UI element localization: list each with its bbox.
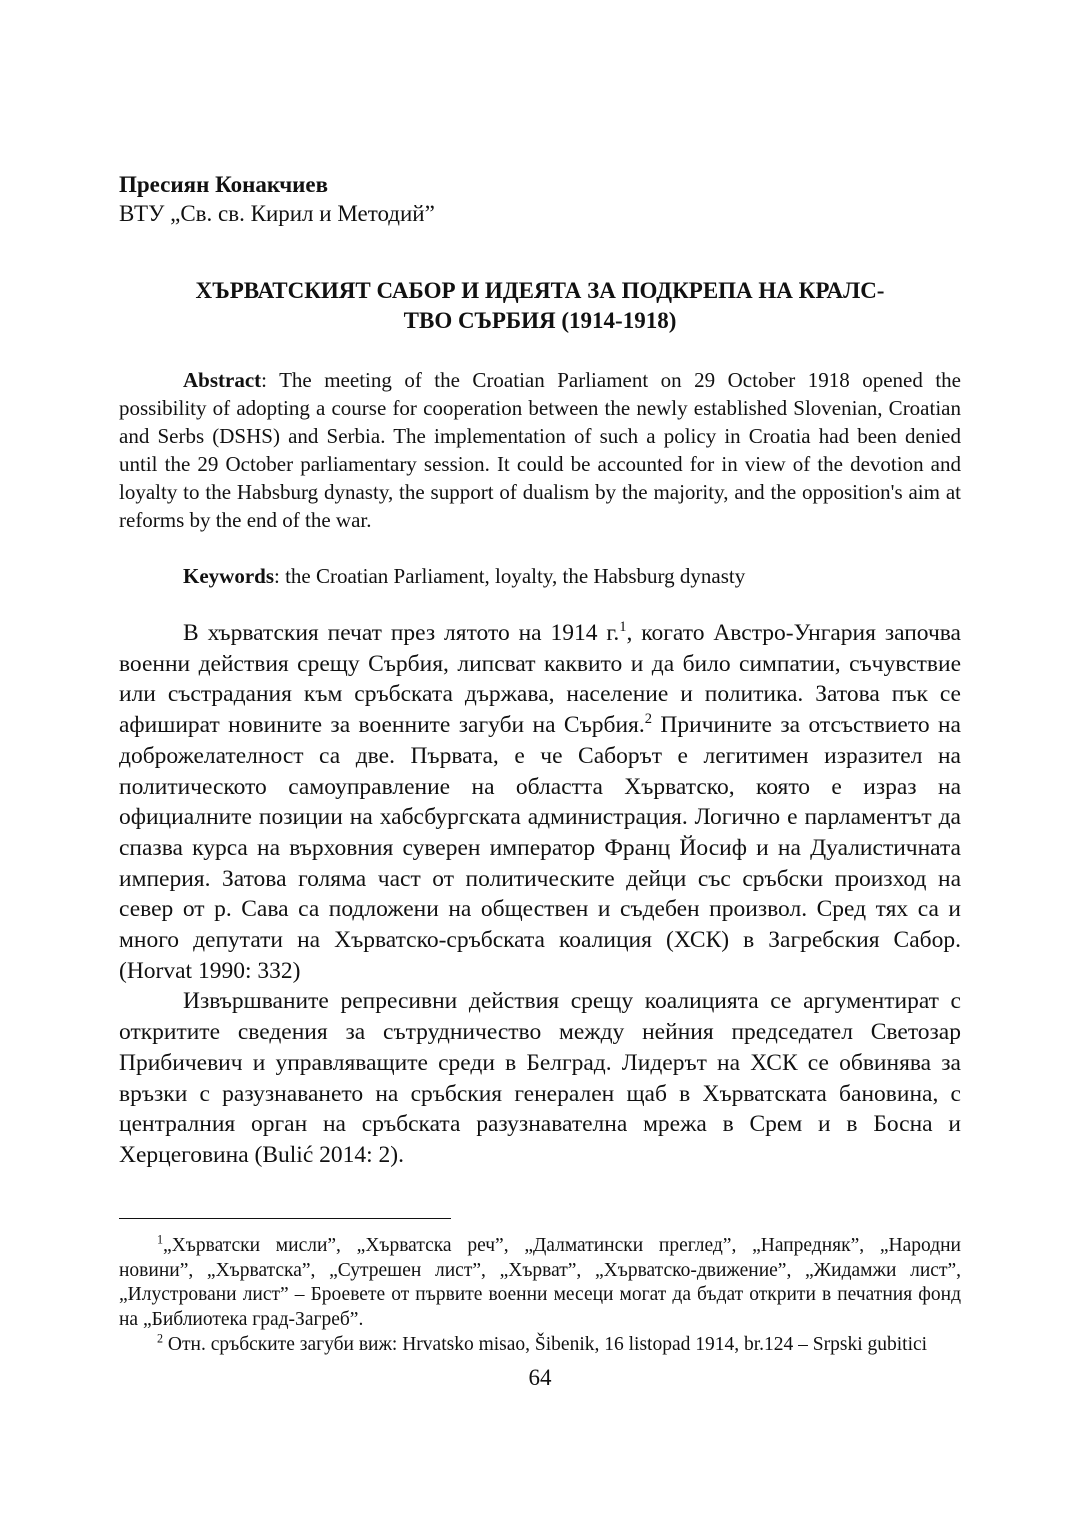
- footnote-2-text: Отн. сръбските загуби виж: Hrvatsko misao, Šibenik, 16 listopad 1914, br.124 – Srpski gubitici: [163, 1333, 928, 1355]
- body-text: [119, 618, 961, 1171]
- body-p1-part-c: Причините за отсъствието на доброжелателност са две. Първата, е че Саборът е легитимен изразител на политическото самоуправление на областта Хърватско, която е израз на официалните позиции на хабсбургската администрация. Логично е парламентът да спазва курса на върховния суверен император Франц Йосиф и на Дуалистичната империя. Затова голяма част от политическите дейци със сръбски произход на север от р. Сава са подложени на обществен и съдебен произвол. Сред тях са и много депутати на Хърватско-сръбската коалиция (ХСК) в Загребския Сабор. (Horvat 1990: 332): [119, 712, 961, 984]
- footnote-1-text: „Хърватски мисли”, „Хърватска реч”, „Далматински преглед”, „Напредняк”, „Народни новини”, „Хърватска”, „Сутрешен лист”, „Хърват”, „Хърватско-движение”, „Жидамжи лист”, „Илустровани лист” – Броевете от първите военни месеци могат да бъдат открити в печатния фонд на „Библиотека град-Загреб”.: [119, 1235, 961, 1331]
- keywords-text: : the Croatian Parliament, loyalty, the Habsburg dynasty: [274, 564, 746, 588]
- footnote-ref-1[interactable]: 1: [619, 619, 627, 636]
- abstract-paragraph: [119, 366, 961, 534]
- footnote-1: [119, 1234, 961, 1333]
- footnote-2-number: 2: [157, 1331, 164, 1346]
- abstract-label: Abstract: [183, 368, 262, 392]
- article-title: [119, 276, 961, 336]
- abstract-text: : The meeting of the Croatian Parliament on 29 October 1918 opened the possibility of adopting a course for cooperation between the newly established Slovenian, Croatian and Serbs (DSHS) and Serbia. The implementation of such a policy in Croatia had been denied until the 29 October parliamentary session. It could be accounted for in view of the devotion and loyalty to the Habsburg dynasty, the support of dualism by the majority, and the opposition's aim at reforms by the end of the war.: [119, 368, 961, 532]
- footnote-1-number: 1: [157, 1232, 164, 1247]
- page-number: 64: [528, 1365, 552, 1390]
- body-paragraph-2: Извършваните репресивни действия срещу коалицията се аргументират с откритите сведения за сътрудничество между нейния председател Светозар Прибичевич и управляващите среди в Белград. Лидерът на ХСК се обвинява за връзки с разузнаването на сръбския генерален щаб в Хърватската бановина, с централния орган на сръбската разузнавателна мрежа в Срем и в Босна и Херцеговина (Bulić 2014: 2).: [119, 988, 961, 1168]
- footnote-2: [119, 1333, 961, 1358]
- footnote-divider: [119, 1218, 451, 1219]
- footnote-ref-2[interactable]: 2: [644, 711, 652, 728]
- keywords-paragraph: [119, 562, 961, 590]
- title-line-1: ХЪРВАТСКИЯТ САБОР И ИДЕЯТА ЗА ПОДКРЕПА НА КРАЛС-: [195, 278, 885, 303]
- keywords-label: Keywords: [183, 564, 274, 588]
- body-p1-part-a: В хърватския печат през лятото на 1914 г.: [183, 620, 620, 646]
- author-name: Пресиян Конакчиев: [119, 172, 329, 197]
- footnotes: [119, 1234, 961, 1358]
- author-affiliation: ВТУ „Св. св. Кирил и Методий”: [119, 201, 435, 226]
- body-paragraph-1: [119, 618, 961, 986]
- title-line-2: ТВО СЪРБИЯ (1914-1918): [403, 308, 677, 333]
- body-p1-part-b: , когато Австро-Унгария започва военни действия срещу Сърбия, липсват каквито и да било симпатии, съчувствие или състрадания към сръбската държава, население и политика. Затова пък се афишират новините за военните загуби на Сърбия.: [119, 620, 961, 739]
